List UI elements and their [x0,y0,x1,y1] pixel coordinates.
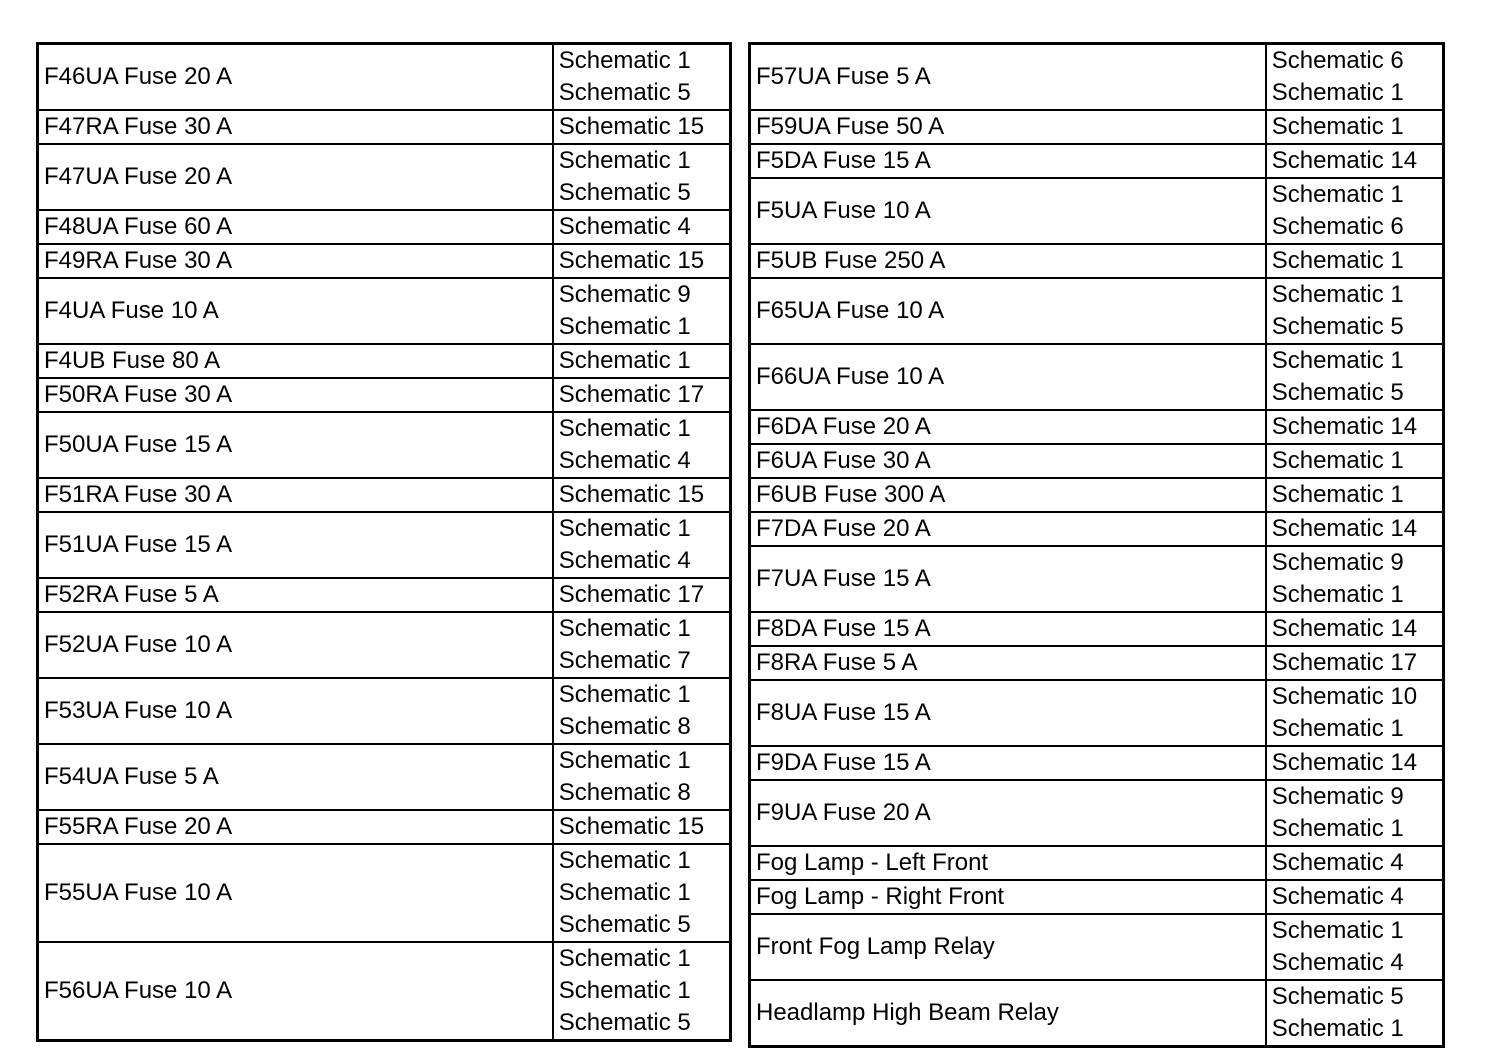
schematic-ref: Schematic 5 [558,179,691,206]
schematic-ref: Schematic 5 [558,1009,691,1036]
table-row [38,278,731,344]
schematic-ref-cell [553,144,731,210]
schematic-ref: Schematic 15 [558,481,705,508]
schematic-ref-cell [553,210,731,244]
component-name-cell: F8RA Fuse 5 A [750,646,1266,680]
schematic-ref-cell [553,44,731,111]
schematic-ref: Schematic 1 [558,879,691,906]
schematic-ref-cell [553,512,731,578]
schematic-ref-cell [1266,546,1444,612]
table-row [750,746,1444,780]
component-name-cell: F48UA Fuse 60 A [38,210,553,244]
component-name-cell: F59UA Fuse 50 A [750,110,1266,144]
table-row [38,942,731,1041]
component-name-cell: F52RA Fuse 5 A [38,578,553,612]
schematic-ref: Schematic 1 [558,977,691,1004]
schematic-ref-cell [553,678,731,744]
component-name-cell: F55RA Fuse 20 A [38,810,553,844]
schematic-ref-cell [1266,680,1444,746]
component-name-cell: Fog Lamp - Left Front [750,846,1266,880]
schematic-ref: Schematic 9 [1271,783,1404,810]
schematic-ref: Schematic 1 [558,615,691,642]
component-name-cell: F65UA Fuse 10 A [750,278,1266,344]
component-name-cell: F8DA Fuse 15 A [750,612,1266,646]
schematic-ref: Schematic 10 [1271,683,1418,710]
table-row [750,780,1444,846]
table-row [750,244,1444,278]
component-name-cell: F47UA Fuse 20 A [38,144,553,210]
schematic-ref: Schematic 15 [558,813,705,840]
schematic-ref-cell [1266,780,1444,846]
schematic-ref-cell [1266,144,1444,178]
schematic-ref-cell [553,278,731,344]
component-name-cell: F53UA Fuse 10 A [38,678,553,744]
schematic-ref: Schematic 14 [1271,147,1418,174]
component-name-cell: F57UA Fuse 5 A [750,44,1266,111]
fuse-table-left [36,42,732,1042]
schematic-ref: Schematic 1 [1271,447,1404,474]
schematic-ref-cell [1266,44,1444,111]
schematic-ref: Schematic 17 [558,581,705,608]
table-row [38,512,731,578]
schematic-ref: Schematic 1 [1271,715,1404,742]
schematic-ref: Schematic 8 [558,713,691,740]
schematic-ref: Schematic 4 [558,447,691,474]
fuse-table-right [748,42,1445,1048]
schematic-ref-cell [1266,444,1444,478]
component-name-cell: F5UB Fuse 250 A [750,244,1266,278]
table-row [750,546,1444,612]
table-row [750,444,1444,478]
table-row [38,612,731,678]
table-row [38,344,731,378]
schematic-ref: Schematic 6 [1271,47,1404,74]
table-row [38,810,731,844]
table-row [38,478,731,512]
schematic-ref: Schematic 15 [558,247,705,274]
schematic-ref: Schematic 1 [1271,247,1404,274]
schematic-ref: Schematic 1 [1271,481,1404,508]
schematic-ref-cell [1266,478,1444,512]
component-name-cell: F56UA Fuse 10 A [38,942,553,1041]
schematic-ref-cell [553,612,731,678]
schematic-ref-cell [553,478,731,512]
schematic-ref: Schematic 1 [1271,281,1404,308]
component-name-cell: F47RA Fuse 30 A [38,110,553,144]
schematic-ref-cell [1266,612,1444,646]
schematic-ref: Schematic 14 [1271,749,1418,776]
schematic-ref: Schematic 4 [558,547,691,574]
schematic-ref: Schematic 1 [558,47,691,74]
schematic-ref: Schematic 1 [558,147,691,174]
schematic-ref: Schematic 5 [558,911,691,938]
table-row [750,846,1444,880]
table-row [38,744,731,810]
schematic-ref: Schematic 9 [558,281,691,308]
component-name-cell: F6UA Fuse 30 A [750,444,1266,478]
schematic-ref-cell [1266,178,1444,244]
component-name-cell: F9UA Fuse 20 A [750,780,1266,846]
schematic-ref: Schematic 1 [1271,113,1404,140]
table-row [750,680,1444,746]
schematic-ref: Schematic 1 [1271,1015,1404,1042]
table-row [750,144,1444,178]
schematic-ref: Schematic 7 [558,647,691,674]
component-name-cell: F51RA Fuse 30 A [38,478,553,512]
table-row [750,278,1444,344]
schematic-ref: Schematic 8 [558,779,691,806]
schematic-ref: Schematic 1 [558,747,691,774]
schematic-ref: Schematic 5 [558,79,691,106]
component-name-cell: F66UA Fuse 10 A [750,344,1266,410]
schematic-ref-cell [553,378,731,412]
schematic-ref-cell [553,810,731,844]
schematic-ref-cell [553,244,731,278]
table-row [38,678,731,744]
schematic-ref-cell [1266,646,1444,680]
schematic-ref: Schematic 15 [558,113,705,140]
schematic-ref: Schematic 14 [1271,413,1418,440]
schematic-ref: Schematic 17 [558,381,705,408]
component-name-cell: Headlamp High Beam Relay [750,980,1266,1047]
table-row [750,512,1444,546]
table-row [750,980,1444,1047]
table-row [750,44,1444,111]
component-name-cell: F55UA Fuse 10 A [38,844,553,942]
schematic-ref-cell [1266,410,1444,444]
component-name-cell: F50UA Fuse 15 A [38,412,553,478]
component-name-cell: F46UA Fuse 20 A [38,44,553,111]
table-row [38,244,731,278]
schematic-ref: Schematic 5 [1271,983,1404,1010]
table-row [38,110,731,144]
component-name-cell: F54UA Fuse 5 A [38,744,553,810]
table-row [750,914,1444,980]
table-row [750,110,1444,144]
component-name-cell: F4UA Fuse 10 A [38,278,553,344]
schematic-ref: Schematic 1 [558,313,691,340]
schematic-ref-cell [1266,880,1444,914]
table-row [750,344,1444,410]
table-row [38,378,731,412]
table-row [38,210,731,244]
schematic-ref: Schematic 4 [1271,883,1404,910]
schematic-ref: Schematic 5 [1271,379,1404,406]
component-name-cell: F7UA Fuse 15 A [750,546,1266,612]
table-row [750,478,1444,512]
component-name-cell: Front Fog Lamp Relay [750,914,1266,980]
schematic-ref-cell [553,110,731,144]
schematic-ref: Schematic 1 [558,415,691,442]
schematic-ref-cell [553,942,731,1041]
component-name-cell: F7DA Fuse 20 A [750,512,1266,546]
schematic-ref-cell [553,412,731,478]
schematic-ref-cell [1266,278,1444,344]
component-name-cell: F9DA Fuse 15 A [750,746,1266,780]
fuse-table-body [750,44,1444,1047]
schematic-ref: Schematic 9 [1271,549,1404,576]
table-row [38,844,731,942]
table-row [38,44,731,111]
schematic-ref-cell [1266,980,1444,1047]
schematic-ref: Schematic 4 [558,213,691,240]
schematic-ref: Schematic 14 [1271,615,1418,642]
table-row [750,410,1444,444]
schematic-ref: Schematic 5 [1271,313,1404,340]
schematic-ref-cell [553,744,731,810]
schematic-ref: Schematic 1 [558,347,691,374]
schematic-ref-cell [553,844,731,942]
component-name-cell: F51UA Fuse 15 A [38,512,553,578]
component-name-cell: F6DA Fuse 20 A [750,410,1266,444]
table-row [750,880,1444,914]
schematic-ref: Schematic 17 [1271,649,1418,676]
schematic-ref-cell [1266,344,1444,410]
schematic-ref: Schematic 4 [1271,849,1404,876]
fuse-table-body [38,44,731,1041]
schematic-ref-cell [553,344,731,378]
schematic-ref: Schematic 1 [1271,79,1404,106]
schematic-ref: Schematic 1 [558,681,691,708]
component-name-cell: F5DA Fuse 15 A [750,144,1266,178]
component-name-cell: F52UA Fuse 10 A [38,612,553,678]
schematic-ref: Schematic 1 [558,945,691,972]
component-name-cell: Fog Lamp - Right Front [750,880,1266,914]
table-row [38,412,731,478]
component-name-cell: F49RA Fuse 30 A [38,244,553,278]
schematic-ref-cell [553,578,731,612]
component-name-cell: F6UB Fuse 300 A [750,478,1266,512]
schematic-ref: Schematic 1 [1271,581,1404,608]
schematic-ref: Schematic 1 [1271,181,1404,208]
table-row [38,578,731,612]
schematic-ref-cell [1266,244,1444,278]
component-name-cell: F5UA Fuse 10 A [750,178,1266,244]
schematic-ref: Schematic 1 [1271,347,1404,374]
table-row [38,144,731,210]
schematic-ref-cell [1266,914,1444,980]
schematic-ref: Schematic 1 [1271,815,1404,842]
schematic-ref: Schematic 6 [1271,213,1404,240]
table-row [750,612,1444,646]
schematic-ref: Schematic 1 [558,515,691,542]
table-row [750,178,1444,244]
schematic-ref: Schematic 1 [558,847,691,874]
component-name-cell: F4UB Fuse 80 A [38,344,553,378]
schematic-ref-cell [1266,846,1444,880]
schematic-ref: Schematic 1 [1271,917,1404,944]
schematic-ref-cell [1266,110,1444,144]
table-row [750,646,1444,680]
schematic-ref-cell [1266,746,1444,780]
schematic-ref: Schematic 14 [1271,515,1418,542]
schematic-ref-cell [1266,512,1444,546]
component-name-cell: F50RA Fuse 30 A [38,378,553,412]
schematic-ref: Schematic 4 [1271,949,1404,976]
component-name-cell: F8UA Fuse 15 A [750,680,1266,746]
